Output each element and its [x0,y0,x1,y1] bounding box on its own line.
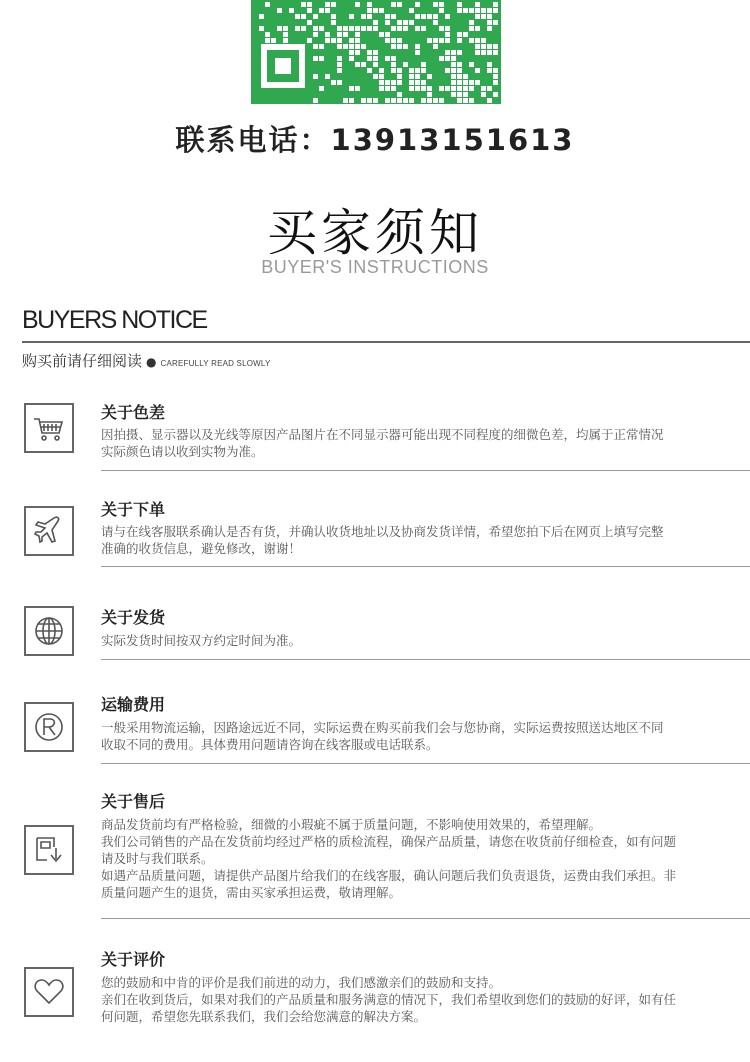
qr-code [251,0,501,104]
item-body-color-difference: 因拍摄、显示器以及光线等原因产品图片在不同显示器可能出现不同程度的细微色差，均属于正常情况 实际颜色请以收到实物为准。 [101,427,664,459]
page-subtitle: BUYER'S INSTRUCTIONS [261,257,489,277]
read-carefully-row [22,350,271,371]
registered-icon [24,702,74,752]
notice-heading: BUYERS NOTICE [22,306,207,334]
item-body-after-sales: 商品发货前均有严格检验，细微的小瑕疵不属于质量问题，不影响使用效果的，希望理解。 我们公司销售的产品在发货前均经过严格的质检流程，确保产品质量，请您在收货前仔细检查，如有问题 请及时与我们联系。 如遇产品质量问题，请提供产品图片给我们的在线客服，确认问题后我们负责退货，运费由我们承担。非 质量问题产生的退货，需由买家承担运费，敬请理解。 [101,817,677,900]
item-body-shipping: 实际发货时间按双方约定时间为准。 [101,633,302,648]
item-title-reviews: 关于评价 [101,950,166,969]
item-title-shipping: 关于发货 [101,608,166,627]
airplane-icon [24,506,74,556]
item-title-color-difference: 关于色差 [101,403,166,422]
page-title: 买家须知 [267,204,483,262]
shopping-cart-icon [24,403,74,453]
item-body-reviews: 您的鼓励和中肯的评价是我们前进的动力，我们感激亲们的鼓励和支持。 亲们在收到货后，如果对我们的产品质量和服务满意的情况下，我们希望收到您们的鼓励的好评，如有任 何问题，希望您先联系我们，我们会给您满意的解决方案。 [101,975,677,1024]
qr-finder-pattern [261,44,305,88]
item-title-after-sales: 关于售后 [101,792,166,811]
item-title-ordering: 关于下单 [101,500,166,519]
item-divider [101,763,750,764]
read-label: 购买前请仔细阅读 [22,352,143,370]
item-divider [101,566,750,567]
contact-phone: 联系电话：13913151613 [175,123,575,157]
notice-divider [22,341,750,343]
globe-icon [24,606,74,656]
item-body-ordering: 请与在线客服联系确认是否有货，并确认收货地址以及协商发货详情，希望您拍下后在网页上填写完整 准确的收货信息，避免修改，谢谢！ [101,524,664,556]
item-divider [101,918,750,919]
item-divider [101,659,750,660]
read-label-en: CAREFULLY READ SLOWLY [160,359,271,368]
item-body-freight: 一般采用物流运输，因路途远近不同，实际运费在购买前我们会与您协商，实际运费按照送达地区不同 收取不同的费用。具体费用问题请咨询在线客服或电话联系。 [101,720,664,752]
heart-icon [24,967,74,1017]
bullet-dot: ● [146,355,157,369]
return-box-icon [24,825,74,875]
item-divider [101,470,750,471]
item-title-freight: 运输费用 [101,695,166,714]
